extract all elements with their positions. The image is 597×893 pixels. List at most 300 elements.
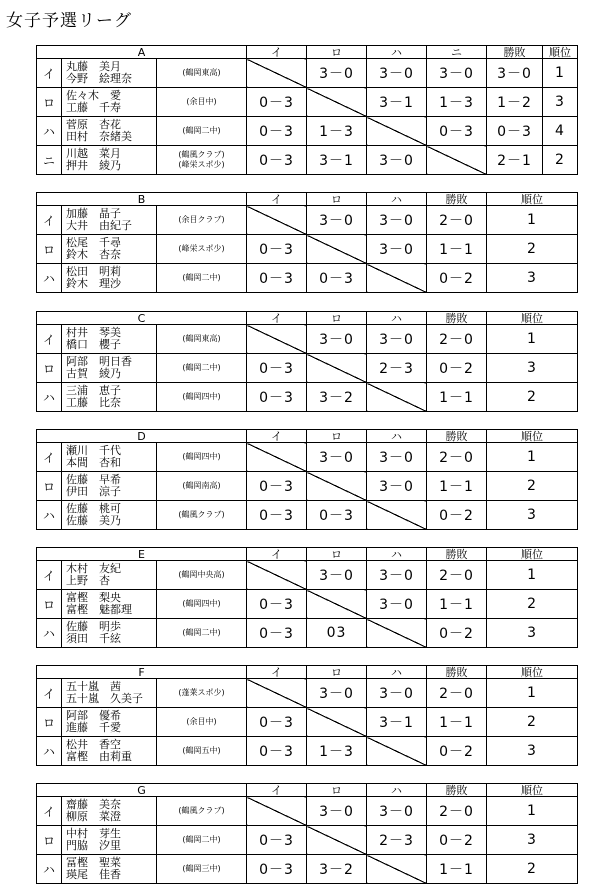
club-line-2: (峰栄スポ少) (178, 160, 225, 169)
player-names (62, 383, 157, 412)
row-label: ロ (37, 88, 62, 117)
player-name-2: 橋口 櫻子 (66, 338, 121, 351)
table-row (37, 708, 578, 737)
match-score: 3－1 (307, 146, 367, 175)
player-name-2: 瑛尾 佳香 (66, 868, 121, 881)
match-score: 3－0 (367, 590, 427, 619)
player-name-1: 松尾 千尋 (66, 236, 121, 249)
club-name (157, 708, 247, 737)
match-score: 3－0 (307, 443, 367, 472)
group-table-f (36, 665, 578, 766)
club-name (157, 59, 247, 88)
match-score: 0－3 (247, 708, 307, 737)
self-match-cell (247, 561, 307, 590)
self-match-cell (307, 472, 367, 501)
player-name-1: 松井 香空 (66, 738, 121, 751)
player-name-2: 伊田 涼子 (66, 485, 121, 498)
match-score: 3－0 (367, 679, 427, 708)
match-score: 0－3 (247, 88, 307, 117)
table-row (37, 590, 578, 619)
player-name-1: 川越 菜月 (66, 147, 121, 160)
match-score: 0－3 (247, 737, 307, 766)
opponent-col-header: ロ (307, 548, 367, 561)
win-loss-record: 0－2 (427, 354, 487, 383)
match-score: 0－3 (247, 354, 307, 383)
club-line-1: (余目クラブ) (178, 215, 225, 224)
club-line-1: (鶴岡東高) (182, 334, 221, 343)
rank-value: 1 (487, 443, 578, 472)
match-score: 03 (307, 619, 367, 648)
player-names (62, 679, 157, 708)
club-name (157, 679, 247, 708)
rank-value: 1 (543, 59, 578, 88)
club-name (157, 619, 247, 648)
match-score: 3－0 (367, 472, 427, 501)
opponent-col-header: ロ (307, 312, 367, 325)
self-match-cell (247, 325, 307, 354)
player-names (62, 146, 157, 175)
self-match-cell (307, 590, 367, 619)
player-names (62, 88, 157, 117)
table-row (37, 826, 578, 855)
player-names (62, 561, 157, 590)
row-label: ロ (37, 826, 62, 855)
club-name (157, 146, 247, 175)
club-name (157, 383, 247, 412)
club-line-1: (蓬莱スポ少) (178, 688, 225, 697)
player-name-1: 佐々木 愛 (66, 89, 121, 102)
match-score: 3－0 (307, 206, 367, 235)
match-score: 3－1 (367, 708, 427, 737)
rank-value: 2 (543, 146, 578, 175)
club-line-1: (峰栄スポ少) (178, 244, 225, 253)
row-label: ロ (37, 590, 62, 619)
self-match-cell (367, 737, 427, 766)
win-loss-record: 2－0 (427, 443, 487, 472)
match-score: 0－3 (247, 146, 307, 175)
player-names (62, 590, 157, 619)
club-line-1: (鶴岡五中) (182, 746, 221, 755)
table-row (37, 235, 578, 264)
win-loss-record: 0－2 (427, 737, 487, 766)
win-loss-header: 勝敗 (427, 430, 487, 443)
rank-value: 3 (487, 737, 578, 766)
player-name-2: 進藤 千愛 (66, 721, 121, 734)
club-name (157, 264, 247, 293)
match-score: 0－3 (247, 264, 307, 293)
row-label: イ (37, 797, 62, 826)
player-name-2: 門脇 汐里 (66, 839, 121, 852)
self-match-cell (247, 443, 307, 472)
player-name-2: 上野 杏 (66, 574, 110, 587)
club-name (157, 855, 247, 884)
win-loss-record: 2－1 (487, 146, 543, 175)
player-names (62, 797, 157, 826)
group-table-b (36, 192, 578, 293)
player-names (62, 619, 157, 648)
rank-header: 順位 (487, 548, 578, 561)
match-score: 3－0 (367, 325, 427, 354)
table-row (37, 59, 578, 88)
win-loss-record: 3－0 (487, 59, 543, 88)
match-score: 3－0 (307, 325, 367, 354)
row-label: イ (37, 561, 62, 590)
player-name-1: 阿部 優希 (66, 709, 121, 722)
opponent-col-header: ハ (367, 784, 427, 797)
club-line-1: (余目中) (186, 717, 217, 726)
group-name: A (37, 46, 247, 59)
row-label: ハ (37, 855, 62, 884)
player-name-1: 富樫 梨央 (66, 591, 121, 604)
rank-value: 1 (487, 206, 578, 235)
player-name-2: 田村 奈緒美 (66, 130, 132, 143)
rank-header: 順位 (487, 193, 578, 206)
self-match-cell (367, 383, 427, 412)
player-name-1: 瀬川 千代 (66, 444, 121, 457)
player-name-2: 鈴木 杏奈 (66, 248, 121, 261)
table-row (37, 146, 578, 175)
match-score: 0－3 (307, 264, 367, 293)
rank-value: 2 (487, 708, 578, 737)
match-score: 0－3 (427, 117, 487, 146)
player-names (62, 472, 157, 501)
group-name: B (37, 193, 247, 206)
opponent-col-header: ロ (307, 430, 367, 443)
row-label: ハ (37, 619, 62, 648)
win-loss-header: 勝敗 (427, 548, 487, 561)
table-row (37, 354, 578, 383)
self-match-cell (307, 354, 367, 383)
row-label: ハ (37, 383, 62, 412)
table-row (37, 117, 578, 146)
rank-header: 順位 (487, 312, 578, 325)
match-score: 3－0 (367, 561, 427, 590)
opponent-col-header: ハ (367, 46, 427, 59)
self-match-cell (307, 826, 367, 855)
row-label: ハ (37, 501, 62, 530)
club-name (157, 561, 247, 590)
player-names (62, 235, 157, 264)
row-label: イ (37, 206, 62, 235)
row-label: ハ (37, 264, 62, 293)
table-row (37, 443, 578, 472)
self-match-cell (247, 797, 307, 826)
player-name-1: 五十嵐 茜 (66, 680, 121, 693)
match-score: 2－3 (367, 354, 427, 383)
group-header-row (37, 666, 578, 679)
table-row (37, 679, 578, 708)
player-name-2: 鈴木 理沙 (66, 277, 121, 290)
group-name: G (37, 784, 247, 797)
rank-header: 順位 (487, 666, 578, 679)
self-match-cell (247, 206, 307, 235)
win-loss-record: 1－1 (427, 708, 487, 737)
rank-value: 1 (487, 797, 578, 826)
table-row (37, 797, 578, 826)
match-score: 3－2 (307, 855, 367, 884)
table-row (37, 325, 578, 354)
player-name-2: 柳原 菜澄 (66, 810, 121, 823)
club-line-1: (鶴岡二中) (182, 835, 221, 844)
opponent-col-header: イ (247, 784, 307, 797)
opponent-col-header: ニ (427, 46, 487, 59)
group-name: C (37, 312, 247, 325)
club-name (157, 117, 247, 146)
player-name-2: 古賀 綾乃 (66, 367, 121, 380)
opponent-col-header: イ (247, 666, 307, 679)
win-loss-record: 0－2 (427, 501, 487, 530)
opponent-col-header: ハ (367, 312, 427, 325)
row-label: ロ (37, 354, 62, 383)
club-name (157, 354, 247, 383)
opponent-col-header: イ (247, 46, 307, 59)
player-names (62, 443, 157, 472)
group-header-row (37, 46, 578, 59)
page-title: 女子予選リーグ (6, 11, 132, 31)
opponent-col-header: イ (247, 548, 307, 561)
player-names (62, 354, 157, 383)
rank-value: 3 (487, 826, 578, 855)
table-row (37, 472, 578, 501)
club-line-1: (余目中) (186, 97, 217, 106)
rank-value: 1 (487, 325, 578, 354)
player-names (62, 737, 157, 766)
match-score: 3－1 (367, 88, 427, 117)
opponent-col-header: イ (247, 430, 307, 443)
player-name-1: 菅原 杏花 (66, 118, 121, 131)
win-loss-header: 勝敗 (427, 312, 487, 325)
self-match-cell (367, 501, 427, 530)
player-name-1: 松田 明莉 (66, 265, 121, 278)
club-name (157, 590, 247, 619)
win-loss-record: 1－1 (427, 855, 487, 884)
table-row (37, 206, 578, 235)
player-name-2: 佐藤 美乃 (66, 514, 121, 527)
win-loss-record: 1－1 (427, 590, 487, 619)
rank-value: 1 (487, 679, 578, 708)
player-name-1: 村井 琴美 (66, 326, 121, 339)
win-loss-header: 勝敗 (427, 666, 487, 679)
group-table-d (36, 429, 578, 530)
win-loss-record: 2－0 (427, 325, 487, 354)
table-row (37, 619, 578, 648)
rank-value: 2 (487, 855, 578, 884)
table-row (37, 561, 578, 590)
match-score: 3－0 (367, 59, 427, 88)
player-name-1: 佐藤 明歩 (66, 620, 121, 633)
player-names (62, 264, 157, 293)
club-line-1: (鶴岡二中) (182, 363, 221, 372)
player-name-2: 工藤 比奈 (66, 396, 121, 409)
table-row (37, 383, 578, 412)
win-loss-header: 勝敗 (427, 784, 487, 797)
win-loss-record: 0－2 (427, 826, 487, 855)
self-match-cell (307, 235, 367, 264)
match-score: 3－0 (367, 443, 427, 472)
opponent-col-header: ロ (307, 46, 367, 59)
table-row (37, 855, 578, 884)
row-label: イ (37, 679, 62, 708)
player-names (62, 325, 157, 354)
opponent-col-header: ハ (367, 548, 427, 561)
win-loss-record: 2－0 (427, 679, 487, 708)
win-loss-record: 0－2 (427, 619, 487, 648)
match-score: 1－3 (307, 117, 367, 146)
opponent-col-header: ハ (367, 430, 427, 443)
match-score: 3－0 (367, 146, 427, 175)
club-name (157, 88, 247, 117)
table-row (37, 264, 578, 293)
row-label: ロ (37, 235, 62, 264)
rank-value: 3 (487, 354, 578, 383)
group-name: E (37, 548, 247, 561)
club-line-1: (鶴風クラブ) (178, 806, 225, 815)
player-name-1: 加藤 晶子 (66, 207, 121, 220)
opponent-col-header: ロ (307, 193, 367, 206)
match-score: 3－0 (307, 561, 367, 590)
match-score: 0－3 (247, 383, 307, 412)
group-name: F (37, 666, 247, 679)
row-label: ハ (37, 117, 62, 146)
club-name (157, 737, 247, 766)
row-label: ロ (37, 472, 62, 501)
rank-value: 1 (487, 561, 578, 590)
match-score: 0－3 (247, 826, 307, 855)
club-line-1: (鶴岡四中) (182, 599, 221, 608)
match-score: 0－3 (307, 501, 367, 530)
table-row (37, 737, 578, 766)
club-name (157, 206, 247, 235)
player-name-1: 冨樫 聖菜 (66, 856, 121, 869)
player-name-2: 押井 綾乃 (66, 159, 121, 172)
self-match-cell (247, 679, 307, 708)
opponent-col-header: ハ (367, 666, 427, 679)
match-score: 0－3 (247, 472, 307, 501)
rank-header: 順位 (487, 784, 578, 797)
win-loss-record: 2－0 (427, 206, 487, 235)
player-names (62, 708, 157, 737)
group-header-row (37, 312, 578, 325)
match-score: 3－0 (367, 797, 427, 826)
club-line-1: (鶴岡二中) (182, 126, 221, 135)
win-loss-header: 勝敗 (487, 46, 543, 59)
club-line-1: (鶴岡南高) (182, 481, 221, 490)
rank-header: 順位 (543, 46, 578, 59)
group-table-g (36, 783, 578, 884)
match-score: 0－3 (247, 235, 307, 264)
club-name (157, 235, 247, 264)
self-match-cell (307, 88, 367, 117)
rank-value: 3 (487, 264, 578, 293)
group-table-c (36, 311, 578, 412)
player-name-1: 佐藤 桃可 (66, 502, 121, 515)
row-label: イ (37, 59, 62, 88)
rank-value: 3 (487, 619, 578, 648)
club-name (157, 501, 247, 530)
player-names (62, 206, 157, 235)
match-score: 0－3 (247, 855, 307, 884)
player-name-2: 本間 杏和 (66, 456, 121, 469)
match-score: 3－2 (307, 383, 367, 412)
rank-value: 4 (543, 117, 578, 146)
player-names (62, 59, 157, 88)
win-loss-record: 0－2 (427, 264, 487, 293)
self-match-cell (307, 708, 367, 737)
player-name-2: 今野 絵理奈 (66, 72, 132, 85)
match-score: 0－3 (247, 590, 307, 619)
player-name-1: 中村 芽生 (66, 827, 121, 840)
player-name-2: 五十嵐 久美子 (66, 692, 143, 705)
rank-header: 順位 (487, 430, 578, 443)
row-label: イ (37, 325, 62, 354)
match-score: 1－3 (427, 88, 487, 117)
match-score: 0－3 (247, 501, 307, 530)
club-name (157, 472, 247, 501)
opponent-col-header: ハ (367, 193, 427, 206)
club-line-1: (鶴岡四中) (182, 452, 221, 461)
player-name-1: 齋藤 美奈 (66, 798, 121, 811)
club-line-1: (鶴風クラブ) (178, 150, 225, 159)
rank-value: 2 (487, 472, 578, 501)
match-score: 2－3 (367, 826, 427, 855)
group-header-row (37, 784, 578, 797)
table-row (37, 501, 578, 530)
player-names (62, 826, 157, 855)
player-name-1: 三浦 恵子 (66, 384, 121, 397)
group-table-e (36, 547, 578, 648)
group-header-row (37, 430, 578, 443)
win-loss-record: 2－0 (427, 561, 487, 590)
table-row (37, 88, 578, 117)
club-line-1: (鶴岡中央高) (178, 570, 225, 579)
match-score: 3－0 (307, 59, 367, 88)
club-line-1: (鶴岡二中) (182, 273, 221, 282)
player-name-1: 木村 友紀 (66, 562, 121, 575)
club-name (157, 325, 247, 354)
player-name-1: 佐藤 早希 (66, 473, 121, 486)
win-loss-record: 1－2 (487, 88, 543, 117)
player-name-1: 丸藤 美月 (66, 60, 121, 73)
opponent-col-header: イ (247, 312, 307, 325)
player-name-2: 工藤 千寿 (66, 101, 121, 114)
match-score: 3－0 (307, 679, 367, 708)
club-name (157, 797, 247, 826)
self-match-cell (367, 619, 427, 648)
match-score: 0－3 (247, 619, 307, 648)
group-table-a (36, 45, 578, 175)
match-score: 0－3 (247, 117, 307, 146)
opponent-col-header: ロ (307, 784, 367, 797)
player-names (62, 117, 157, 146)
club-line-1: (鶴岡東高) (182, 68, 221, 77)
player-names (62, 501, 157, 530)
match-score: 1－3 (307, 737, 367, 766)
row-label: ニ (37, 146, 62, 175)
group-name: D (37, 430, 247, 443)
club-name (157, 443, 247, 472)
club-line-1: (鶴岡三中) (182, 864, 221, 873)
player-name-1: 阿部 明日香 (66, 355, 132, 368)
match-score: 3－0 (367, 235, 427, 264)
rank-value: 2 (487, 383, 578, 412)
player-name-2: 富樫 魅都理 (66, 603, 132, 616)
win-loss-record: 1－1 (427, 472, 487, 501)
player-name-2: 富樫 由莉重 (66, 750, 132, 763)
row-label: イ (37, 443, 62, 472)
opponent-col-header: ロ (307, 666, 367, 679)
group-header-row (37, 193, 578, 206)
win-loss-record: 0－3 (487, 117, 543, 146)
